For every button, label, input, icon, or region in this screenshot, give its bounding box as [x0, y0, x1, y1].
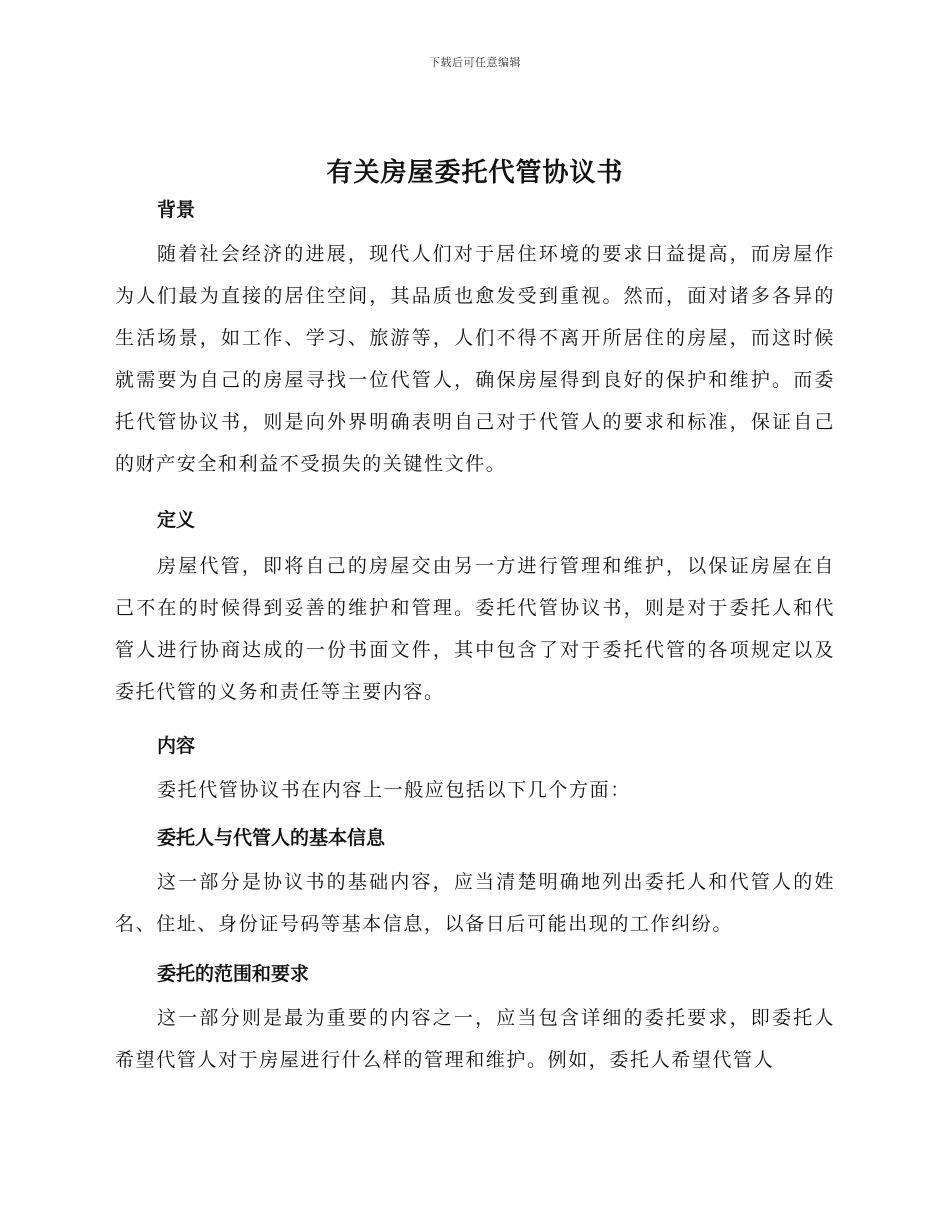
paragraph-definition: 房屋代管，即将自己的房屋交由另一方进行管理和维护，以保证房屋在自己不在的时候得到妥善的维护和管理。委托代管协议书，则是对于委托人和代管人进行协商达成的一份书面文件，其中包含了对于委托代管的各项规定以及委托代管的义务和责任等主要内容。	[115, 555, 835, 703]
section-heading-definition: 定义	[157, 509, 196, 531]
section-heading-background: 背景	[157, 199, 196, 221]
paragraph-scope: 这一部分则是最为重要的内容之一，应当包含详细的委托要求，即委托人希望代管人对于房屋进行什么样的管理和维护。例如，委托人希望代管人	[115, 1007, 835, 1071]
subsection-heading-basic-info: 委托人与代管人的基本信息	[157, 827, 386, 849]
paragraph-basic-info: 这一部分是协议书的基础内容，应当清楚明确地列出委托人和代管人的姓名、住址、身份证号码等基本信息，以备日后可能出现的工作纠纷。	[115, 871, 835, 935]
subsection-heading-scope: 委托的范围和要求	[157, 963, 310, 985]
paragraph-content-intro: 委托代管协议书在内容上一般应包括以下几个方面：	[157, 779, 631, 801]
header-note: 下载后可任意编辑	[429, 56, 521, 69]
section-heading-content: 内容	[157, 735, 196, 757]
document-title: 有关房屋委托代管协议书	[326, 158, 624, 188]
paragraph-background: 随着社会经济的进展，现代人们对于居住环境的要求日益提高，而房屋作为人们最为直接的居住空间，其品质也愈发受到重视。然而，面对诸多各异的生活场景，如工作、学习、旅游等，人们不得不离开所居住的房屋，而这时候就需要为自己的房屋寻找一位代管人，确保房屋得到良好的保护和维护。而委托代管协议书，则是向外界明确表明自己对于代管人的要求和标准，保证自己的财产安全和利益不受损失的关键性文件。	[115, 243, 835, 475]
document-body	[115, 195, 835, 1081]
